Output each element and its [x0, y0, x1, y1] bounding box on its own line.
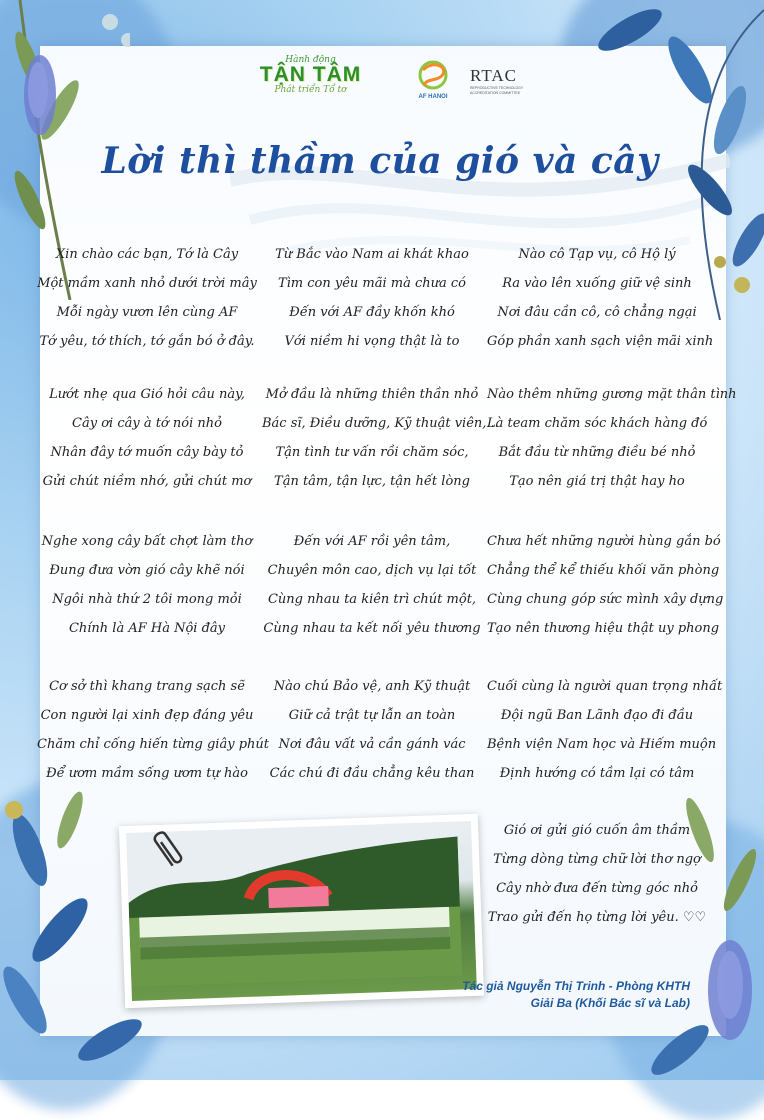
poem-line: Với niềm hi vọng thật là to — [284, 334, 460, 349]
stanza-1-col2 — [262, 240, 482, 356]
poem-line: Nào chú Bảo vệ, anh Kỹ thuật — [273, 679, 471, 694]
final-stanza — [487, 816, 707, 932]
poem-line: Đội ngũ Ban Lãnh đạo đi đầu — [500, 708, 694, 723]
poem-line: Tạo nên thương hiệu thật uy phong — [487, 621, 720, 636]
poem-line: Nào thêm những gương mặt thân tình — [487, 387, 737, 402]
stanza-3-col2 — [262, 527, 482, 643]
poem-line: Tận tình tư vấn rồi chăm sóc, — [275, 445, 469, 460]
poem-line: Đến với AF rồi yên tâm, — [293, 534, 451, 549]
poem-line: Cùng nhau ta kiên trì chút một, — [267, 592, 477, 607]
poem-line: Từ Bắc vào Nam ai khát khao — [275, 247, 469, 262]
stanza-1-col1 — [37, 240, 257, 356]
rtac-logo-name: RTAC — [470, 66, 517, 85]
poem-line: Tớ yêu, tớ thích, tớ gắn bó ở đây. — [39, 334, 255, 349]
poem-line: Trao gửi đến họ từng lời yêu. ♡♡ — [487, 910, 707, 925]
poem-line: Tạo nên giá trị thật hay ho — [509, 474, 685, 489]
poem-line: Đung đưa vờn gió cây khẽ nói — [49, 563, 245, 578]
tan-tam-logo-sub: Phát triển Tổ tơ — [274, 85, 347, 95]
poem-line: Bắt đầu từ những điều bé nhỏ — [498, 445, 696, 460]
poem-line: Con người lại xinh đẹp đáng yêu — [40, 708, 254, 723]
stanza-4-col3 — [487, 672, 723, 788]
poem-line: Giữ cả trật tự lẫn an toàn — [288, 708, 456, 723]
poem-line: Định hướng có tầm lại có tâm — [499, 766, 695, 781]
poem-title: Lời thì thầm của gió và cây — [101, 140, 659, 182]
poem-line: Bác sĩ, Điều dưỡng, Kỹ thuật viên,... — [262, 416, 499, 431]
poem-line: Chưa hết những người hùng gắn bó — [487, 534, 721, 549]
tan-tam-logo-top: Hành động — [285, 55, 336, 65]
stanza-4-col2 — [262, 672, 482, 788]
poem-line: Nào cô Tạp vụ, cô Hộ lý — [518, 247, 676, 262]
poem-line: Cuối cùng là người quan trọng nhất — [487, 679, 723, 694]
tan-tam-logo — [258, 55, 363, 110]
stanza-2-col2 — [262, 380, 499, 496]
stanza-3-col1 — [37, 527, 257, 643]
poem-line: Nghe xong cây bất chợt làm thơ — [41, 534, 253, 549]
rtac-logo — [470, 66, 560, 96]
poem-line: Gió ơi gửi gió cuốn âm thầm — [503, 823, 691, 838]
poem-line: Chuyên môn cao, dịch vụ lại tốt — [267, 563, 477, 578]
poem-line: Nơi đâu cần cô, cô chẳng ngại — [497, 305, 697, 320]
stanza-4-col1 — [37, 672, 269, 788]
poem-line: Các chú đi đầu chẳng kêu than — [269, 766, 475, 781]
stanza-2-col3 — [487, 380, 737, 496]
af-hanoi-logo — [408, 60, 458, 105]
tan-tam-logo-main: TẬN TÂM — [259, 63, 362, 86]
poem-line: Gửi chút niềm nhớ, gửi chút mơ — [42, 474, 252, 489]
poem-line: Cây nhờ đưa đến từng góc nhỏ — [496, 881, 698, 896]
poem-line: Là team chăm sóc khách hàng đó — [487, 416, 708, 431]
poem-line: Chính là AF Hà Nội đây — [68, 621, 226, 636]
rtac-logo-subtitle: REPRODUCTIVE TECHNOLOGY ACCREDITATION COMMITTEE — [470, 86, 524, 95]
poem-line: Một mầm xanh nhỏ dưới trời mây — [37, 276, 257, 291]
poem-line: Tận tâm, tận lực, tận hết lòng — [274, 474, 470, 489]
stanza-3-col3 — [487, 527, 724, 643]
af-logo-icon — [413, 60, 453, 90]
poem-line: Nơi đâu vất vả cần gánh vác — [278, 737, 466, 752]
poem-line: Ra vào lên xuống giữ vệ sinh — [502, 276, 692, 291]
author-name: Tác giả Nguyễn Thị Trinh - Phòng KHTH — [462, 979, 690, 993]
poem-line: Cùng nhau ta kết nối yêu thương — [263, 621, 481, 636]
poem-line: Bệnh viện Nam học và Hiếm muộn — [487, 737, 717, 752]
poem-line: Góp phần xanh sạch viện mãi xinh — [487, 334, 714, 349]
poem-line: Mở đầu là những thiên thần nhỏ — [265, 387, 479, 402]
stanza-2-col1 — [37, 380, 257, 496]
poem-line: Tìm con yêu mãi mà chưa có — [277, 276, 467, 291]
poem-line: Cùng chung góp sức mình xây dựng — [487, 592, 724, 607]
poem-line: Cây ơi cây à tớ nói nhỏ — [72, 416, 222, 431]
poem-line: Ngôi nhà thứ 2 tôi mong mỏi — [52, 592, 242, 607]
poem-line: Cơ sở thì khang trang sạch sẽ — [49, 679, 245, 694]
author-award: Giải Ba (Khối Bác sĩ và Lab) — [530, 996, 690, 1010]
poem-line: Để ươm mầm sống ươm tự hào — [46, 766, 248, 781]
author-credit — [462, 978, 690, 1012]
poem-line: Chăm chỉ cống hiến từng giây phút — [37, 737, 269, 752]
poem-line: Nhân đây tớ muốn cây bày tỏ — [50, 445, 244, 460]
af-logo-label: AF HANOI — [418, 94, 448, 100]
poem-line: Xin chào các bạn, Tớ là Cây — [55, 247, 239, 262]
stanza-1-col3 — [487, 240, 714, 356]
poem-line: Đến với AF đầy khốn khó — [289, 305, 455, 320]
poem-line: Chẳng thể kể thiếu khối văn phòng — [487, 563, 720, 578]
poem-line: Lướt nhẹ qua Gió hỏi câu này, — [49, 387, 245, 402]
poem-line: Mỗi ngày vươn lên cùng AF — [56, 305, 238, 320]
poem-line: Từng dòng từng chữ lời thơ ngợ — [493, 852, 701, 867]
